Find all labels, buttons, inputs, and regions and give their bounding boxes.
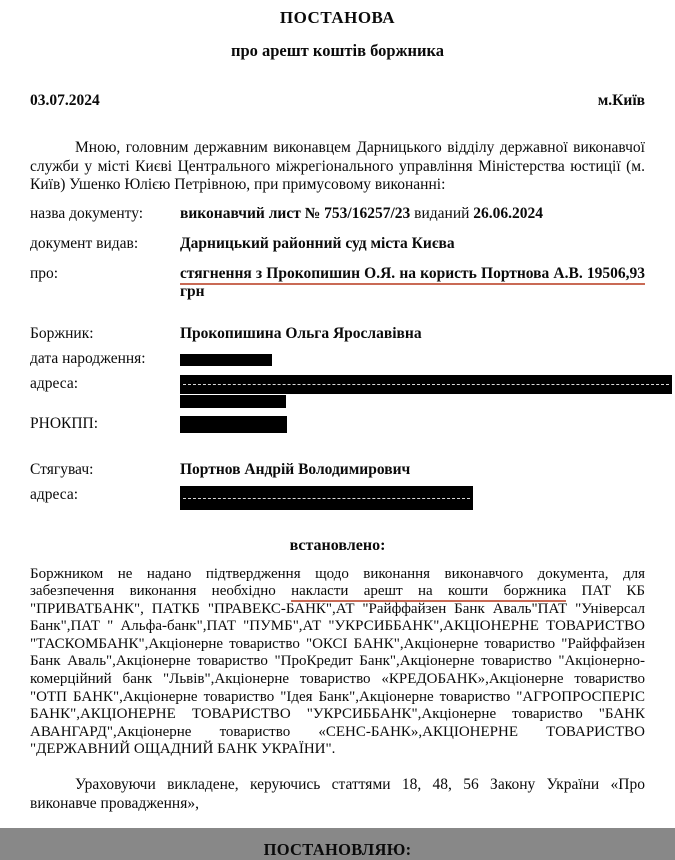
document-city: м.Київ [597,92,645,109]
about-label: про: [30,264,59,282]
creditor-address-label: адреса: [30,485,79,503]
field-rnokpp [30,415,645,433]
creditor-value: Портнов Андрій Володимирович [180,460,411,478]
birth-date-value [180,350,645,366]
debtor-value: Прокопишина Ольга Ярославівна [180,324,422,342]
redaction-dash-line [183,498,470,499]
redaction-bar [180,354,272,366]
closing-paragraph: Ураховуючи викладене, керуючись статтями 18, 48, 56 Закону України «Про виконавче провадження», [30,776,645,812]
doc-issuer-value: Дарницький районний суд міста Києва [180,234,455,252]
redaction-bar [180,486,473,510]
debtor-address-value [180,375,672,408]
redaction-dash-line [183,384,669,385]
creditor-address-value [180,486,645,510]
rnokpp-value [180,415,645,433]
intro-paragraph: Мною, головним державним виконавцем Дарницького відділу державної виконавчої служби у місті Києві Центрального міжрегіонального управління Міністерства юстиції (м. Київ) Ушенко Юлією Петрівною, при примусовому виконанні: [30,139,645,193]
debtor-label: Боржник: [30,324,94,342]
rnokpp-label: РНОКПП: [30,414,99,432]
doc-name-value: виконавчий лист № 753/16257/23 виданий 26.06.2024 [180,204,544,222]
resolve-heading: ПОСТАНОВЛЯЮ: [263,840,412,860]
field-doc-issuer [30,235,645,253]
established-paragraph: Боржником не надано підтвердження щодо виконання виконавчого документа, для забезпечення виконання необхідно накласти арешт на кошти боржника ПАТ КБ "ПРИВАТБАНК", ПАТКБ "ПРАВЕКС-БАНК",АТ "Райффайзен Банк Аваль"ПАТ "Універсал Банк",ПАТ " Альфа-банк",ПАТ "ПУМБ",АТ "УКРСИББАНК",АКЦІОНЕРНЕ ТОВАРИСТВО "ТАСКОМБАНК",Акціонерне товариство "ОКСІ БАНК",Акціонерне товариство "Райффайзен Банк Аваль",Акціонерне товариство "ПроКредит Банк",Акціонерне товариство "Акціонерно-комерційний банк "Львів",Акціонерне товариство «КРЕДОБАНК»,Акціонерне товариство "ОТП БАНК",Акціонерне товариство "Ідея Банк",Акціонерне товариство "АГРОПРОСПЕРІС БАНК",АКЦІОНЕРНЕ ТОВАРИСТВО "УКРСИББАНК",Акціонерне товариство "БАНК АВАНГАРД",Акціонерне товариство «СЕНС-БАНК»,АКЦІОНЕРНЕ ТОВАРИСТВО "ДЕРЖАВНИЙ ОЩАДНИЙ БАНК УКРАЇНИ". [30,565,645,758]
redaction-bar [180,395,286,408]
about-value: стягнення з Прокопишин О.Я. на користь Портнова А.В. 19506,93 грн [180,264,645,300]
field-debtor-address [30,375,645,408]
document-title: ПОСТАНОВА [279,8,396,27]
field-creditor-address [30,486,645,510]
red-underlined-text: стягнення з Прокопишин О.Я. на користь Портнова А.В. 19506,93 [180,265,645,285]
redaction-bar [180,375,672,394]
creditor-label: Стягувач: [30,460,94,478]
debtor-address-label: адреса: [30,374,79,392]
birth-date-label: дата народження: [30,349,146,367]
doc-name-label: назва документу: [30,204,144,222]
field-debtor [30,325,645,343]
field-doc-name [30,205,645,223]
field-about [30,265,645,301]
redaction-bar [180,416,287,433]
red-underlined-text: накласти арешт на кошти боржника [291,583,566,602]
field-creditor [30,461,645,479]
field-birth-date [30,350,645,368]
established-heading: встановлено: [289,536,386,554]
document-subtitle: про арешт коштів боржника [230,41,445,60]
doc-issuer-label: документ видав: [30,234,139,252]
document-date: 03.07.2024 [30,92,100,109]
date-city-row [30,92,645,110]
